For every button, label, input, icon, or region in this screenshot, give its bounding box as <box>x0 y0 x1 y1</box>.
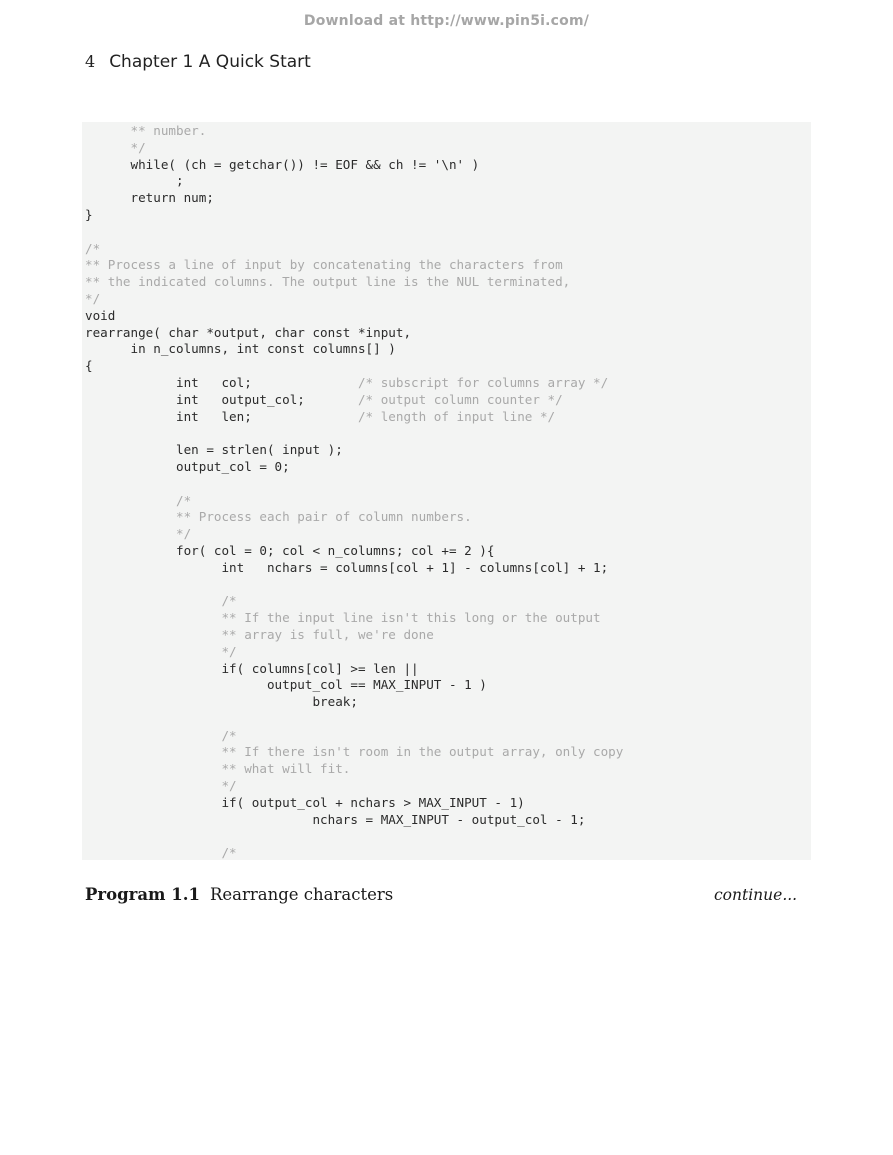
code-line <box>85 157 623 174</box>
code-line <box>85 610 623 627</box>
code-text: break; <box>85 694 358 710</box>
code-text: len = strlen( input ); <box>85 442 343 458</box>
code-text: for( col = 0; col < n_columns; col += 2 ){ <box>85 542 495 558</box>
code-comment: /* subscript for columns array */ <box>357 374 609 390</box>
code-comment: */ <box>85 290 101 306</box>
code-text: { <box>85 358 93 374</box>
code-text: int nchars = columns[col + 1] - columns[col] + 1; <box>85 559 609 575</box>
code-comment: /* <box>85 845 237 860</box>
code-text <box>85 224 93 239</box>
code-text <box>85 425 93 440</box>
code-text: rearrange( char *output, char const *input, <box>85 324 412 340</box>
code-line <box>85 207 623 224</box>
download-watermark: Download at http://www.pin5i.com/ <box>303 13 590 29</box>
code-line <box>85 358 623 375</box>
code-line <box>85 257 623 274</box>
code-comment: */ <box>85 139 146 155</box>
code-line <box>85 761 623 778</box>
code-line <box>85 476 623 493</box>
code-comment: ** Process a line of input by concatenating the characters from <box>85 257 563 273</box>
code-text <box>85 476 93 491</box>
chapter-title: Chapter 1 A Quick Start <box>109 52 311 72</box>
code-comment: */ <box>85 526 192 542</box>
code-line <box>85 173 623 190</box>
code-line <box>85 543 623 560</box>
code-text: } <box>85 206 93 222</box>
code-line <box>85 140 623 157</box>
code-line <box>85 425 623 442</box>
code-text: in n_columns, int const columns[] ) <box>85 341 396 357</box>
code-comment: ** array is full, we're done <box>85 626 434 642</box>
code-comment: /* output column counter */ <box>357 391 563 407</box>
code-line <box>85 526 623 543</box>
code-text: int len; <box>85 408 358 424</box>
code-comment: /* <box>85 240 101 256</box>
code-line <box>85 123 623 140</box>
code-line <box>85 325 623 342</box>
code-text: return num; <box>85 190 214 206</box>
code-line <box>85 224 623 241</box>
code-line <box>85 795 623 812</box>
code-comment: */ <box>85 778 237 794</box>
code-text <box>85 711 93 726</box>
code-comment: /* <box>85 727 237 743</box>
code-comment: /* <box>85 492 192 508</box>
running-head <box>85 52 311 72</box>
code-line <box>85 241 623 258</box>
code-comment: ** If there isn't room in the output array, only copy <box>85 744 624 760</box>
code-line <box>85 677 623 694</box>
code-line <box>85 593 623 610</box>
code-line <box>85 644 623 661</box>
code-line <box>85 291 623 308</box>
code-comment: ** Process each pair of column numbers. <box>85 509 472 525</box>
program-label: Program 1.1 <box>85 885 200 904</box>
continue-marker: continue... <box>714 886 798 904</box>
code-text: void <box>85 307 116 323</box>
code-line <box>85 744 623 761</box>
code-line <box>85 812 623 829</box>
code-line <box>85 392 623 409</box>
code-text: ; <box>85 173 184 189</box>
code-block <box>85 123 623 860</box>
code-line <box>85 694 623 711</box>
code-comment: /* <box>85 593 237 609</box>
code-comment: */ <box>85 643 237 659</box>
code-comment: /* length of input line */ <box>357 408 556 424</box>
code-line <box>85 442 623 459</box>
code-comment: ** If the input line isn't this long or the output <box>85 610 601 626</box>
code-line <box>85 375 623 392</box>
page-number: 4 <box>85 52 96 71</box>
code-line <box>85 560 623 577</box>
code-line <box>85 341 623 358</box>
code-line <box>85 627 623 644</box>
program-title: Rearrange characters <box>209 885 394 904</box>
code-line <box>85 845 623 860</box>
code-text: while( (ch = getchar()) != EOF && ch != '\n' ) <box>85 156 480 172</box>
program-caption <box>85 885 393 904</box>
code-text <box>85 828 93 843</box>
code-listing <box>82 122 811 860</box>
code-text: int output_col; <box>85 391 358 407</box>
code-text: if( output_col + nchars > MAX_INPUT - 1) <box>85 794 525 810</box>
code-text <box>85 577 93 592</box>
code-line <box>85 493 623 510</box>
code-text: output_col = 0; <box>85 458 290 474</box>
code-line <box>85 308 623 325</box>
code-text: nchars = MAX_INPUT - output_col - 1; <box>85 811 586 827</box>
code-line <box>85 274 623 291</box>
code-line <box>85 459 623 476</box>
code-text: int col; <box>85 374 358 390</box>
code-line <box>85 661 623 678</box>
code-line <box>85 828 623 845</box>
code-comment: ** the indicated columns. The output line is the NUL terminated, <box>85 274 571 290</box>
code-line <box>85 409 623 426</box>
code-line <box>85 728 623 745</box>
code-line <box>85 190 623 207</box>
code-comment: ** number. <box>85 123 207 138</box>
code-line <box>85 778 623 795</box>
code-comment: ** what will fit. <box>85 761 351 777</box>
code-text: if( columns[col] >= len || <box>85 660 419 676</box>
code-line <box>85 577 623 594</box>
code-text: output_col == MAX_INPUT - 1 ) <box>85 677 487 693</box>
code-line <box>85 711 623 728</box>
code-line <box>85 509 623 526</box>
